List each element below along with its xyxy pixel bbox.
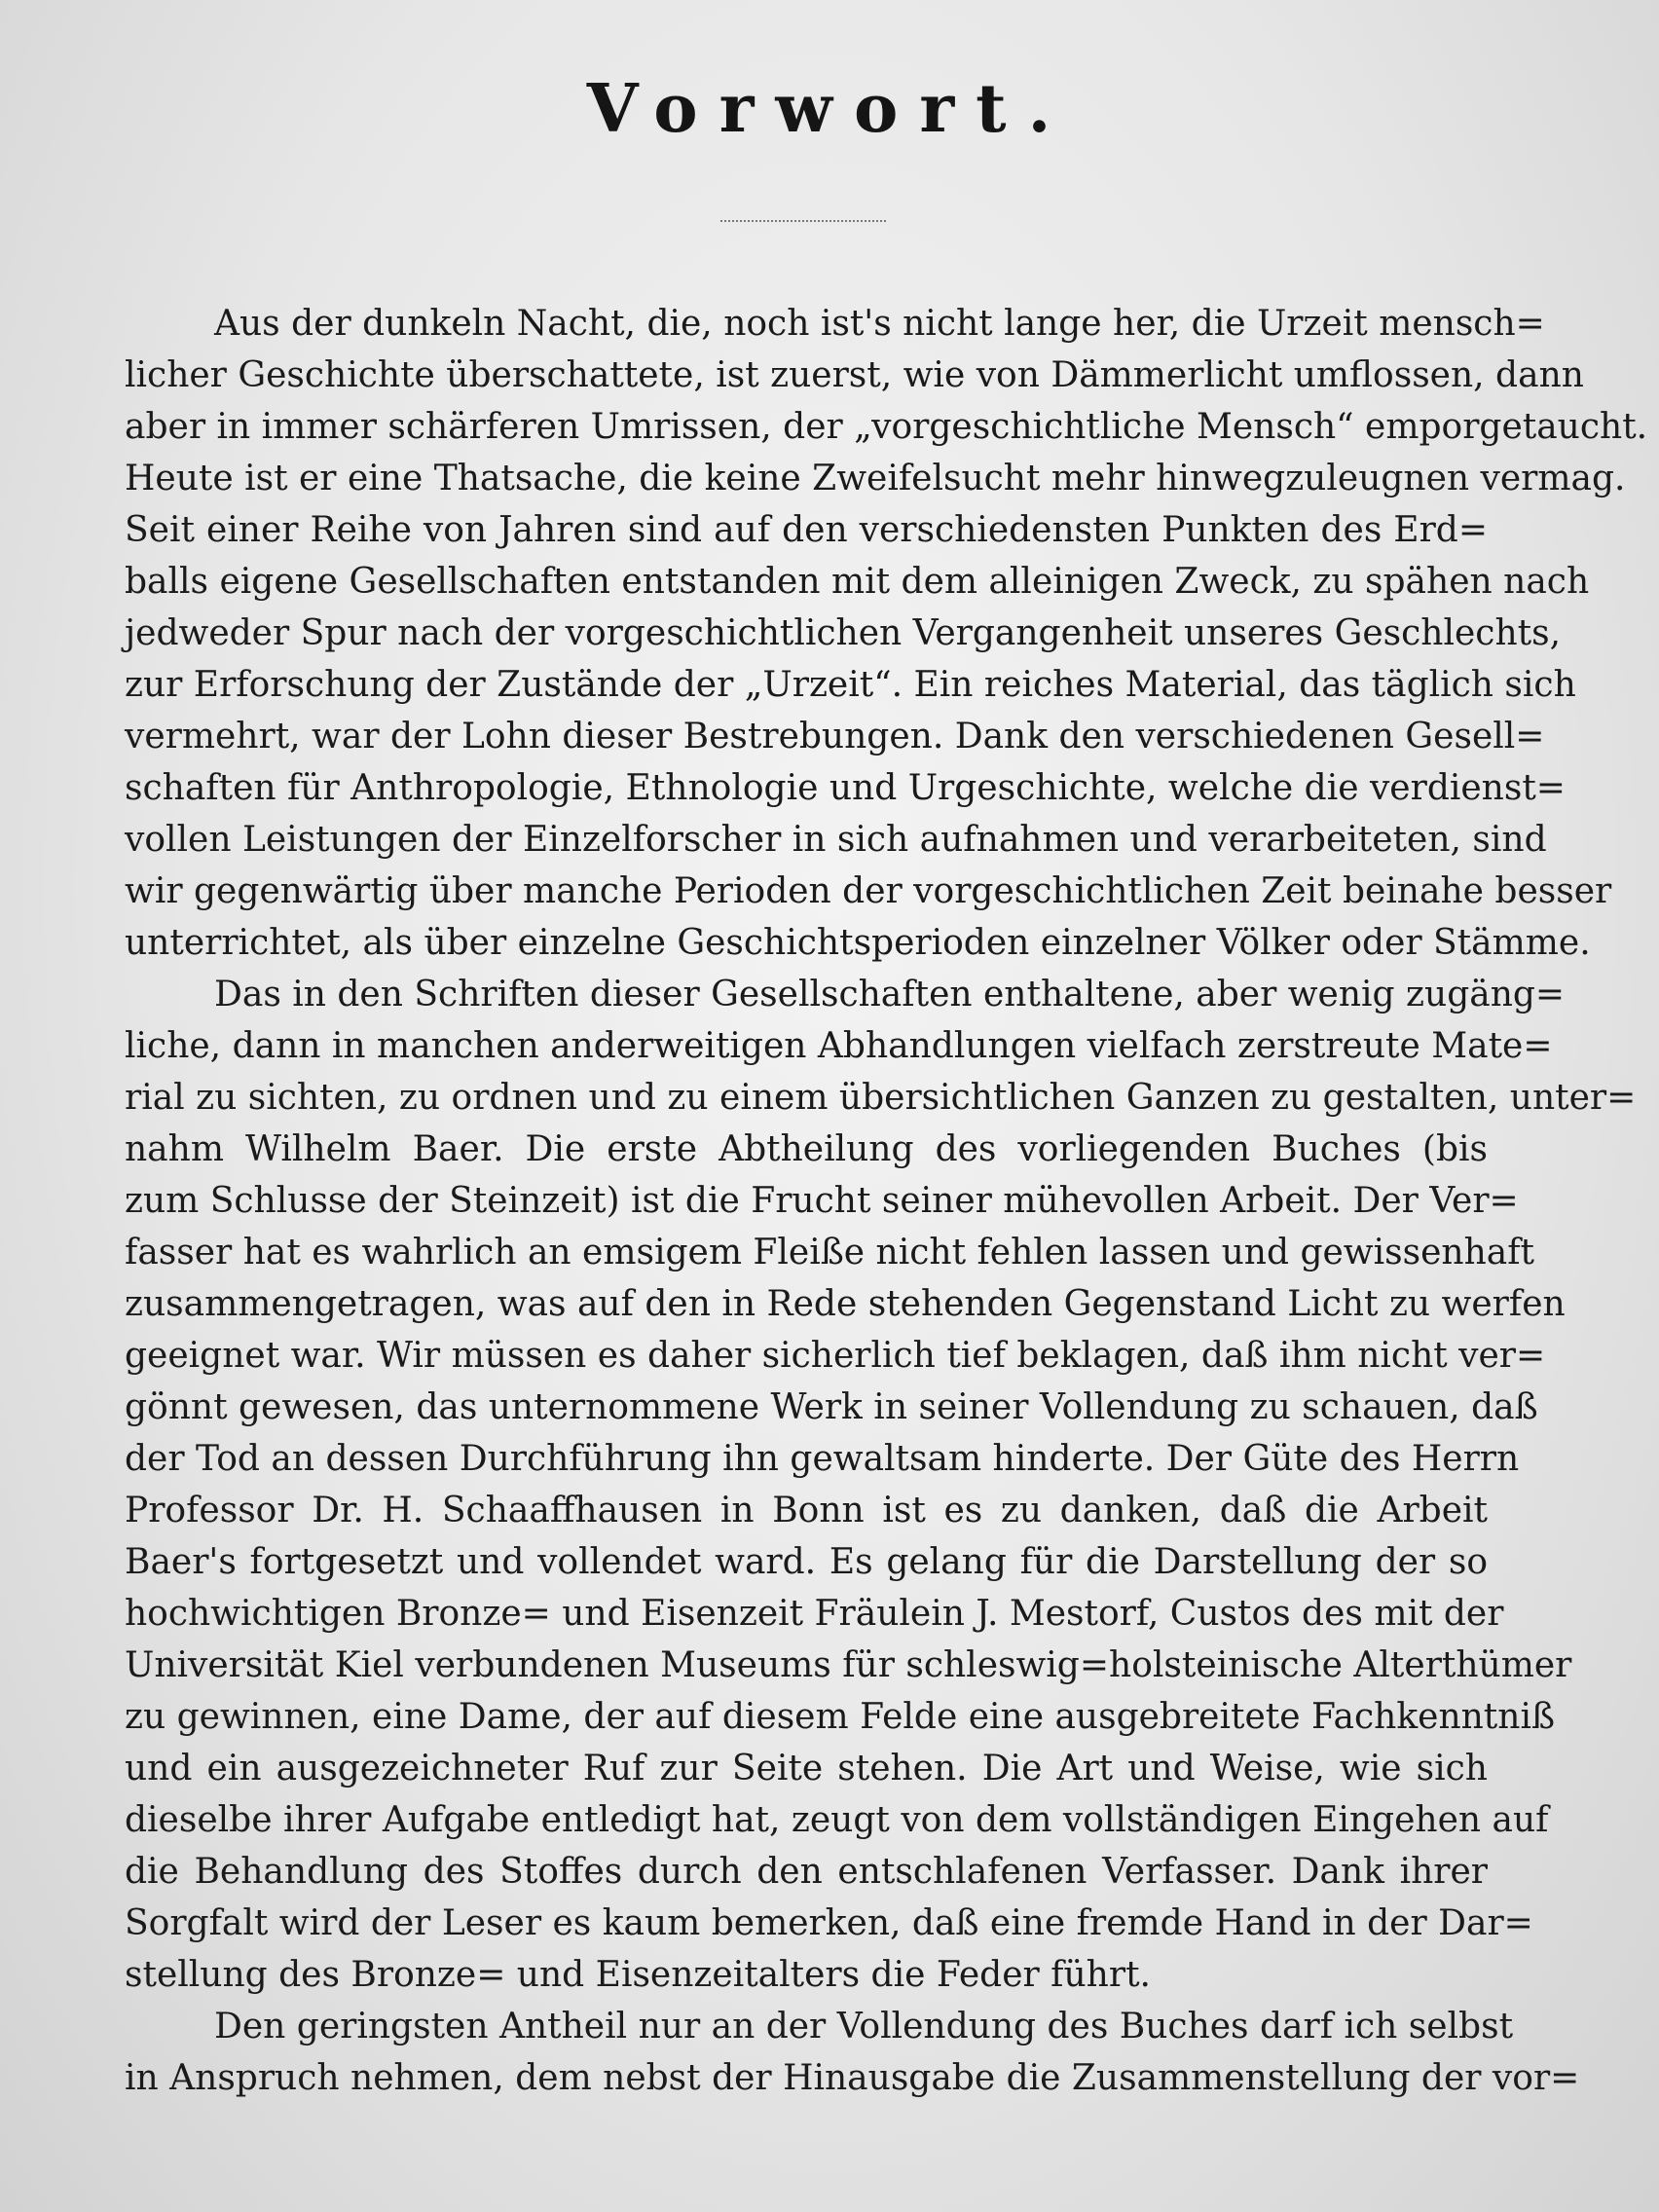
text-line: gönnt gewesen, das unternommene Werk in seiner Vollendung zu schauen, daß	[125, 1387, 1538, 1427]
text-line: Sorgfalt wird der Leser es kaum bemerken, daß eine fremde Hand in der Dar=	[125, 1903, 1533, 1943]
text-line: unterrichtet, als über einzelne Geschichtsperioden einzelner Völker oder Stämme.	[125, 923, 1591, 963]
text-line: licher Geschichte überschattete, ist zuerst, wie von Dämmerlicht umflossen, dann	[125, 355, 1584, 395]
text-line: dieselbe ihrer Aufgabe entledigt hat, zeugt von dem vollständigen Eingehen auf	[125, 1800, 1549, 1840]
text-line: aber in immer schärferen Umrissen, der „vorgeschichtliche Mensch“ emporgetaucht.	[125, 407, 1648, 447]
text-line: zu gewinnen, eine Dame, der auf diesem Felde eine ausgebreitete Fachkenntniß	[125, 1697, 1556, 1737]
text-line: die Behandlung des Stoffes durch den entschlafenen Verfasser. Dank ihrer	[125, 1852, 1488, 1892]
text-line: Den geringsten Antheil nur an der Vollendung des Buches darf ich selbst	[214, 2007, 1514, 2046]
text-line: jedweder Spur nach der vorgeschichtlichen Vergangenheit unseres Geschlechts,	[125, 613, 1562, 653]
text-line: Seit einer Reihe von Jahren sind auf den verschiedensten Punkten des Erd=	[125, 510, 1488, 550]
text-line: wir gegenwärtig über manche Perioden der vorgeschichtlichen Zeit beinahe besser	[125, 871, 1612, 911]
text-line: in Anspruch nehmen, dem nebst der Hinausgabe die Zusammenstellung der vor=	[125, 2058, 1580, 2098]
page-title: Vorwort.	[586, 70, 1073, 148]
text-line: Baer's fortgesetzt und vollendet ward. Es gelang für die Darstellung der so	[125, 1542, 1488, 1582]
text-line: Heute ist er eine Thatsache, die keine Zweifelsucht mehr hinwegzuleugnen vermag.	[125, 459, 1626, 498]
text-line: Das in den Schriften dieser Gesellschaften enthaltene, aber wenig zugäng=	[214, 975, 1566, 1014]
title-divider	[720, 220, 886, 222]
text-line: zusammengetragen, was auf den in Rede stehenden Gegenstand Licht zu werfen	[125, 1284, 1566, 1324]
text-line: vermehrt, war der Lohn dieser Bestrebungen. Dank den verschiedenen Gesell=	[125, 717, 1545, 756]
text-line: Universität Kiel verbundenen Museums für schleswig=holsteinische Alterthümer	[125, 1645, 1572, 1685]
text-line: schaften für Anthropologie, Ethnologie und Urgeschichte, welche die verdienst=	[125, 768, 1566, 808]
text-line: nahm Wilhelm Baer. Die erste Abtheilung des vorliegenden Buches (bis	[125, 1129, 1488, 1169]
text-line: Professor Dr. H. Schaaffhausen in Bonn ist es zu danken, daß die Arbeit	[125, 1491, 1488, 1530]
text-line: rial zu sichten, zu ordnen und zu einem übersichtlichen Ganzen zu gestalten, unter=	[125, 1078, 1637, 1118]
text-line: balls eigene Gesellschaften entstanden mit dem alleinigen Zweck, zu spähen nach	[125, 562, 1590, 602]
text-line: fasser hat es wahrlich an emsigem Fleiße nicht fehlen lassen und gewissenhaft	[125, 1233, 1535, 1272]
text-line: Aus der dunkeln Nacht, die, noch ist's nicht lange her, die Urzeit mensch=	[214, 304, 1545, 344]
text-line: vollen Leistungen der Einzelforscher in sich aufnahmen und verarbeiteten, sind	[125, 820, 1547, 860]
text-line: liche, dann in manchen anderweitigen Abhandlungen vielfach zerstreute Mate=	[125, 1026, 1553, 1066]
text-line: zum Schlusse der Steinzeit) ist die Frucht seiner mühevollen Arbeit. Der Ver=	[125, 1181, 1519, 1221]
text-line: hochwichtigen Bronze= und Eisenzeit Fräulein J. Mestorf, Custos des mit der	[125, 1594, 1504, 1634]
text-line: stellung des Bronze= und Eisenzeitalters die Feder führt.	[125, 1955, 1151, 1995]
text-line: zur Erforschung der Zustände der „Urzeit“. Ein reiches Material, das täglich sich	[125, 665, 1576, 705]
text-line: geeignet war. Wir müssen es daher sicherlich tief beklagen, daß ihm nicht ver=	[125, 1336, 1546, 1376]
body-text	[125, 298, 1648, 2104]
text-line: und ein ausgezeichneter Ruf zur Seite stehen. Die Art und Weise, wie sich	[125, 1749, 1488, 1788]
text-line: der Tod an dessen Durchführung ihn gewaltsam hinderte. Der Güte des Herrn	[125, 1439, 1520, 1479]
